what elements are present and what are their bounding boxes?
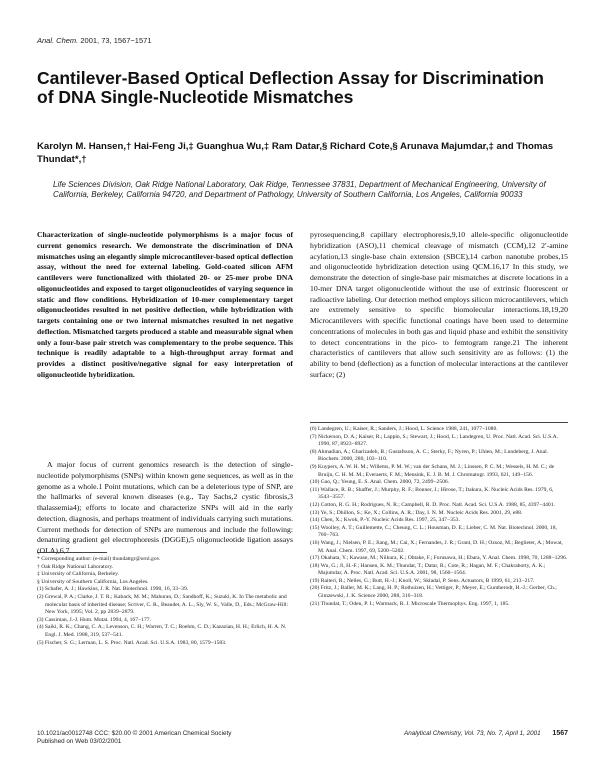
references-list [310,426,568,608]
reference: (12) Cotton, R. G. H.; Rodrigues, N. R.; Campbell, R. D. Proc. Natl. Acad. Sci. U.S.A. 1988, 85, 4397−4401. [310,501,555,508]
reference: (18) Wu, G.; Ji, H.-F.; Hansen, K. M.; Thundat, T.; Datar, R.; Cote, R.; Hagan, M. F.; Chakraborty, A. K.; Majumdar, A. Proc. Natl. Acad. Sci. U.S.A. 2001, 98, 1560−1564. [310,562,546,577]
doi-line: 10.1021/ac0012748 CCC: $20.00 © 2001 American Chemical Society [37,730,232,737]
footnote: § University of Southern California, Los Angeles. [37,578,149,585]
footnotes [37,556,293,647]
reference: (13) Ye, S.; Dhillon, S.; Ke, X.; Collins, A. R.; Day, I. N. M. Nucleic Acids Res. 2001, 29, e88. [310,509,523,516]
affiliations: Life Sciences Division, Oak Ridge National Laboratory, Oak Ridge, Tennessee 37831, Department of Mechanical Engineering, University of California, Berkeley, California 94720, and Department of Pathology, University of Southern California, Los Angeles, California 90033 [53,180,546,200]
reference: (9) Kuypers, A. W. H. M.; Willems, P. M. W.; van der Schans, M. J.; Linssen, P. C. M.; Wessels, H. M. C.; de Bruijn, C. H. M. M.; Everaerts, F. M.; Mensink, E. J. B. M. J. Chromatogr. 1993, 621, 149−156. [310,463,555,478]
references-divider [310,422,568,423]
abstract: Characterization of single-nucleotide polymorphisms is a major focus of current genomics research. We demonstrate the discrimination of DNA mismatches using an elegantly simple microcantilever-based optical deflection assay, without the need for external labeling. Gold-coated silicon AFM cantilevers were functionalized with thiolated 20- or 25-mer probe DNA oligonucleotides and exposed to target oligonucleotides of varying sequence in static and flow conditions. Hybridization of 10-mer complementary target oligonucleotides resulted in net positive deflection, while hybridization with targets containing one or two internal mismatches resulted in net negative deflection. Mismatched targets produced a stable and measurable signal when only a four-base pair stretch was complementary to the probe sequence. This technique is readily adaptable to a high-throughput array format and provides a distinct positive/negative signal for easy interpretation of oligonucleotide hybridization. [37,230,293,379]
reference: (3) Cassiman, J.-J. Hum. Mutat. 1994, 4, 167−177. [37,616,151,623]
published-line: Published on Web 03/02/2001 [37,738,122,745]
footnote: † Oak Ridge National Laboratory. [37,563,114,570]
footer-left [37,730,231,746]
reference: (19) Raiteri, R.; Nelles, G.; Butt, H.-J.; Knoll, W.; Skladal, P. Sens. Actuators, B 1999, 61, 213−217. [310,577,535,584]
footer-right [373,730,568,737]
left-column [37,230,293,555]
footnote: * Corresponding author: (e-mail) thundattgr@ornl.gov. [37,556,161,562]
article-title: Cantilever-Based Optical Deflection Assay for Discrimination of DNA Single-Nucleotide Mismatches [37,68,544,107]
reference: (4) Saiki, R. K.; Chang, C. A.; Levenson, C. H.; Warren, T. C.; Boehm, C. D.; Kazazian, H. H.; Erlich, H. A. N. Engl. J. Med. 1988, 319, 537−541. [37,624,287,638]
right-column [310,230,568,381]
reference: (1) Schafer, A. J.; Hawkins, J. R. Nat. Biotechnol. 1998, 16, 33−39. [37,586,189,593]
reference: (6) Landegren, U.; Kaiser, R.; Sanders, J.; Hood, L. Science 1988, 241, 1077−1080. [310,426,498,432]
journal-citation [37,36,152,45]
reference: (10) Gao, Q.; Yeung, E. S. Anal. Chem. 2000, 72, 2499−2506. [310,479,450,486]
journal-line: Analytical Chemistry, Vol. 73, No. 7, April 1, 2001 [404,730,541,737]
reference: (17) Okahata, Y.; Kawase, M.; Niikura, K.; Ohtake, F.; Furusawa, H.; Ebara, Y. Anal. Chem. 1998, 70, 1288−1296. [310,555,568,562]
reference: (15) Woolley, A. T.; Guillemette, C.; Cheung, C. L.; Housman, D. E.; Lieber, C. M. Nat. Biotechnol. 2000, 18, 760−763. [310,524,557,539]
reference: (16) Wang, J.; Nielsen, P. E.; Jiang, M.; Cai, X.; Fernandes, J. R.; Grant, D. H.; Ozsoz, M.; Beglieter, A.; Mowat, M. Anal. Chem. 1997, 69, 5200−5202. [310,539,563,554]
footnote-divider [37,552,107,553]
reference: (14) Chen, X.; Kwok, P.-Y. Nucleic Acids Res. 1997, 25, 347−353. [310,517,460,524]
citation-text: 2001, 73, 1567−1571 [80,36,152,45]
footnote: ‡ University of California, Berkeley. [37,571,119,578]
reference: (21) Thundat, T.; Oden, P. I.; Warmack, R. J. Microscale Thermophys. Eng. 1997, 1, 185. [310,600,510,607]
reference: (7) Nickerson, D. A.; Kaiser, R.; Lappin, S.; Stewart, J.; Hood, L.; Landegren, U. Proc. Natl. Acad. Sci. U.S.A. 1990, 87, 8923−8927. [310,433,559,448]
page-number: 1567 [552,730,568,737]
reference: (2) Grewal, P. A.; Clarke, J. T. R.; Kaback, M. M.; Mahuran, D.; Sandhoff, K.; Suzuki, K. In The metabolic and molecular basis of inherited disease; Scriver, C. R., Beaudet, A. L., Sly, W. S., Valle, D., Eds.; McGraw-Hill: New York, 1995; Vol. 2, pp 2839−2879. [37,593,289,616]
reference: (20) Fritz, J.; Baller, M. K.; Lang, H. P.; Rothuizen, H.; Vettiger, P.; Meyer, E.; Guntherodt, H.-J.; Gerber, Ch.; Gimzewski, J. K. Science 2000, 288, 316−318. [310,585,557,600]
journal-abbrev: Anal. Chem. [37,36,79,45]
reference: (8) Ahmadian, A.; Gharizadeh, B.; Gustafsson, A. C.; Sterky, F.; Nyren, P.; Uhlen, M.; Lundeberg, J. Anal. Biochem. 2000, 280, 103−110. [310,448,549,463]
reference: (5) Fischer, S. G.; Lerman, L. S. Proc. Natl. Acad. Sci. U.S.A. 1983, 80, 1579−1583. [37,639,227,646]
intro-paragraph: A major focus of current genomics research is the detection of single-nucleotide polymorphisms (SNPs) within known gene sequences, as well as in the genome as a whole.1 Point mutations, which can be a deleterious type of SNP, are the hallmarks of several known diseases (e.g., Tay Sachs,2 cystic fibrosis,3 thalassemia4); efforts to locate and characterize SNPs will aid in the early detection, diagnosis, and perhaps treatment of individuals carrying such mutations. Current methods for detection of SNPs are numerous and include the following: denaturing gradient gel electrophoresis (DGGE),5 oligonucleotide ligation assays (OLA),6,7 [37,460,293,555]
reference: (11) Wallace, R. B.; Shaffer, J.; Murphy, R. F.; Bonner, J.; Hirose, T.; Itakura, K. Nucleic Acids Res. 1979, 6, 3543−3557. [310,486,554,501]
body-paragraph: pyrosequencing,8 capillary electrophoresis,9,10 allele-specific oligonucleotide hybridization (ASO),11 chemical cleavage of mismatch (CCM),12 2′-amine acylation,13 single-base chain extension (SBCE),14 carbon nanotube probes,15 and oligonucleotide hybridization detection using QCM.16,17 In this study, we demonstrate the detection of single-base pair mismatches at discrete locations in a 10-mer DNA target oligonucleotide without the use of extrinsic fluorescent or radioactive labeling. Our detection method employs silicon microcantilevers, which are extremely sensitive to specific biomolecular interactions.18,19,20 Microcantilevers with specific functional coatings have been used to determine concentrations of molecules in both gas and liquid phase and exhibit the sensitivity to detect concentrations in the pico- to femtogram range.21 The inherent characteristics of cantilevers that allow such sensitivity are as follows: (1) the ability to bend (deflection) as a function of molecular interactions at the cantilever surface; (2) [310,230,568,379]
author-list: Karolyn M. Hansen,† Hai-Feng Ji,‡ Guanghua Wu,‡ Ram Datar,§ Richard Cote,§ Arunava Majumdar,‡ and Thomas Thundat*,† [37,141,554,165]
